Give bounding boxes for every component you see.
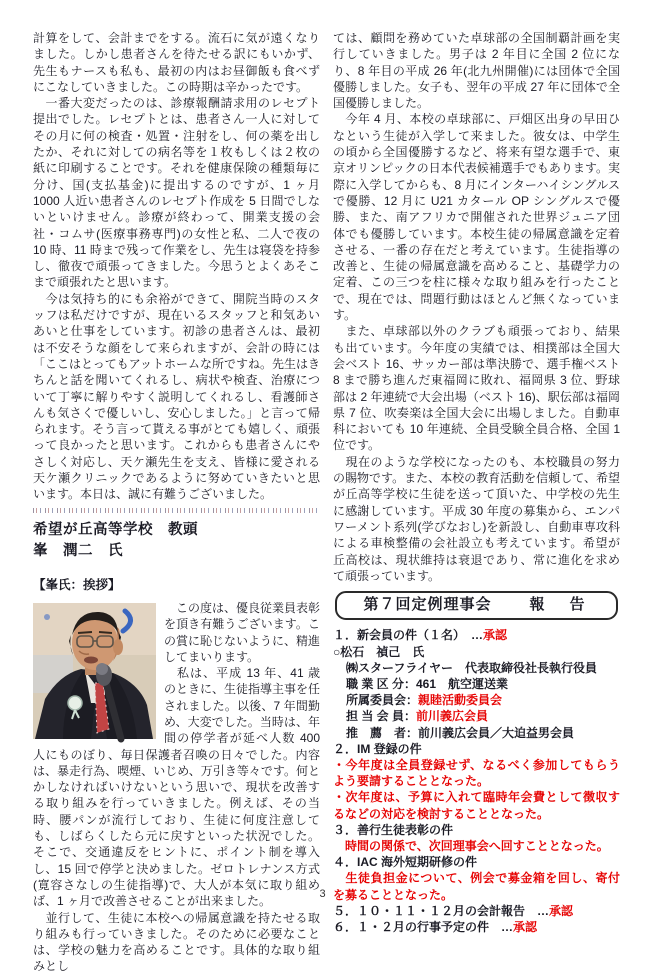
report-line xyxy=(333,644,620,660)
report-decision-text: 承認 xyxy=(483,628,508,643)
report-line xyxy=(333,822,620,838)
speaker-portrait-photo xyxy=(33,603,156,739)
report-text: １．新会員の件（１名） … xyxy=(333,628,484,643)
report-line xyxy=(333,854,620,870)
page-number: 3 xyxy=(319,888,326,900)
paragraph: この度は、優良従業員表彰を頂き有難うございます。この賞に恥じないように、精進してまいります。 xyxy=(164,600,321,664)
report-line xyxy=(333,660,620,676)
report-line xyxy=(333,725,620,741)
report-decision-text: 承認 xyxy=(549,903,574,918)
report-line xyxy=(333,741,620,757)
speaker-school-title: 希望が丘高等学校 教頭 xyxy=(33,521,198,538)
paragraph: 私は、平成 13 年、41 歳のときに、生徒指導主事を任されました。以後、7 年間勤め、大変でした。当時は、年間の停学者が延べ人数 400 人にものぼり、毎日保護者召喚の日々でした。内容は、暴走行為、喫煙、いじめ、万引き等々です。何とかしなければいけないという思いで、現状を改善する取り組みを行っていきました。例えば、その当時、腰パンが流行しており、生徒に何度注意しても、しばらくしたら元に戻すといった状況でした。そこで、交通違反をヒントに、ポイント制を導入し、15 回で停学と決めました。ゼロトレナンス方式(寛容さなしの生徒指導)で、大人が本気に取り組めば、1 ヶ月で改善させることが出来ました。 xyxy=(33,666,321,909)
school-speech-text xyxy=(333,30,620,584)
report-text: ○松石 禎己 氏 xyxy=(333,644,425,659)
report-text: ６．１・２月の行事予定の件 … xyxy=(333,920,514,935)
paragraph: ては、顧問を務めていた卓球部の全国制覇計画を実行していきました。男子は 2 年目に全国 2 位になり、8 年目の平成 26 年(北九州開催)には団体で全国優勝しました。女子も、翌年の平成 27 年に団体で全国優勝しました。 xyxy=(333,31,620,111)
board-meeting-title-box xyxy=(335,591,618,620)
report-text: ㈱スターフライヤー 代表取締役社長執行役員 xyxy=(346,660,598,675)
report-decision-text: 生徒負担金について、例会で募金箱を回し、寄付を募ることとなった。 xyxy=(333,871,620,902)
report-decision-text: 親睦活動委員会 xyxy=(418,693,503,708)
report-line xyxy=(333,676,620,692)
speaker-heading xyxy=(33,520,320,562)
paragraph: 今は気持ち的にも余裕ができて、開院当時のスタッフは私だけですが、現在いるスタッフと和気あいあいと仕事をしています。初診の患者さんは、最初は不安そうな顔をして来られますが、会計の時には「ここはとってもアットホームな所ですね。先生はきちんと話を聞いてくれるし、病状や検査、治療について丁寧に解りやすく説明してくれるし、看護師さんも気さくで優しいし、安心しました。」と言って帰られます。そう言って貰える事がとても嬉しく、頑張って良かったと思います。これからも患者さんにやさしく対応し、天ケ瀬先生を支え、皆様に愛される天ケ瀬クリニックであるように努めていきたいと思います。本日は、誠に有難うございました。 xyxy=(33,291,320,502)
report-line xyxy=(333,692,620,708)
report-decision-text: 時間の関係で、次回理事会へ回すこととなった。 xyxy=(333,839,609,854)
paragraph: 計算をして、会計までをする。流石に気が遠くなりました。しかし患者さんを待たせる訳にもいかず、先生もナースも私も、最初の内はお昼御飯も食べずにこなしていきました。この時期は辛かったです。 xyxy=(33,31,320,94)
greeting-text-block xyxy=(33,600,320,975)
report-text: ３．善行生徒表彰の件 xyxy=(333,822,454,837)
report-line xyxy=(333,919,620,935)
report-line xyxy=(333,627,620,643)
report-text: 所属委員会： xyxy=(346,693,419,708)
decorative-divider xyxy=(33,508,320,513)
report-text: ４．IAC 海外短期研修の件 xyxy=(333,855,478,870)
right-column xyxy=(333,30,620,975)
greeting-section-label: 【峯氏：挨拶】 xyxy=(33,577,121,592)
report-line xyxy=(333,903,620,919)
report-line xyxy=(333,789,620,821)
paragraph: 一番大変だったのは、診療報酬請求用のレセプト提出でした。レセプトとは、患者さん一人に対してその月に何の検査・処置・注射をし、何の薬を出したか、それに対しての病名等を１枚もしくは２枚の紙に印刷することです。それを健康保険の種類毎に分け、国(支払基金)に提出するのですが、1 ヶ月 1000 人近い患者さんのレセプト作成を 5 日間でしないといけません。診療が終わって、開業支援の会社・コムサ(医療事務専門)の女性と私、二人で夜の 10 時、11 時まで残って作業をし、先生は寝袋を持参し、徹夜で頑張ってきました。今思うとよくあそこまで頑張れたと思います。 xyxy=(33,96,320,290)
report-decision-text: ・今年度は全員登録せず、なるべく参加してもらうよう要請することとなった。 xyxy=(333,758,620,789)
paragraph: 現在のような学校になったのも、本校職員の努力の賜物です。また、本校の教育活動を信頼して、希望が丘高等学校に生徒を送って頂いた、中学校の先生に感謝しています。平成 30 年度の募集から、エンパワーメント系列(学びなおし)を新設し、自動車専攻科による車検整備の会社設立も考えています。希望が丘高校は、現状維持は衰退であり、常に進化を求めて頑張っています。 xyxy=(333,454,620,583)
report-line xyxy=(333,757,620,789)
board-meeting-title-suffix: 報 告 xyxy=(529,596,590,614)
report-decision-text: ・次年度は、予算に入れて臨時年会費として徴収するなどの対応を検討することとなった。 xyxy=(333,790,620,821)
report-text: 推 薦 者：前川義広会員／大迫益男会員 xyxy=(346,725,575,740)
report-text: ５．１０・１１・１２月の会計報告 … xyxy=(333,903,550,918)
report-text: ２．IM 登録の件 xyxy=(333,741,422,756)
report-line xyxy=(333,838,620,854)
report-line xyxy=(333,708,620,724)
board-meeting-title: 第７回定例理事会 xyxy=(363,596,492,614)
report-decision-text: 前川義広会員 xyxy=(416,709,489,724)
left-column xyxy=(33,30,320,975)
clinic-speech-text xyxy=(33,30,320,503)
speaker-name: 峯 潤二 氏 xyxy=(33,542,123,559)
paragraph: また、卓球部以外のクラブも頑張っており、結果も出ています。今年度の実績では、相撲部は全国大会ベスト 16、サッカー部は準決勝で、選手権ベスト 8 まで勝ち進んだ東福岡に敗れ、福岡県 3 位、野球部は 2 年連続で大会出場（ベスト 16)、駅伝部は福岡県 7 位、吹奏楽は全国大会に出場しました。自動車科においても 10 年連続、全員受験全員合格、全国 1 位です。 xyxy=(333,324,620,453)
paragraph: 並行して、生徒に本校への帰属意識を持たせる取り組みも行っていきました。そのために必要なことは、学校の魅力を高めることです。具体的な取り組みとし xyxy=(33,910,320,974)
report-text: 担 当 会 員： xyxy=(346,709,417,724)
report-decision-text: 承認 xyxy=(513,920,538,935)
paragraph: 今年 4 月、本校の卓球部に、戸畑区出身の早田ひなという生徒が入学して来ました。彼女は、中学生の頃から全国優勝するなど、将来有望な選手で、東京オリンピックの日本代表候補選手でもあります。実際に入学してからも、8 月にインターハイシングルスで優勝、12 月に U21 カタール OP シングルスで優勝、また、南アフリカで開催された世界ジュニア団体でも優勝しています。本校生徒の帰属意識を定着させる、一番の存在だと考えています。生徒指導の改善と、生徒の帰属意識を高めること、基礎学力の定着、この三つを柱に様々な取り組みを行ったことで、現在では、問題行動はほとんど無くなっています。 xyxy=(333,112,620,323)
report-text: 職 業 区 分：461 航空運送業 xyxy=(346,677,509,691)
